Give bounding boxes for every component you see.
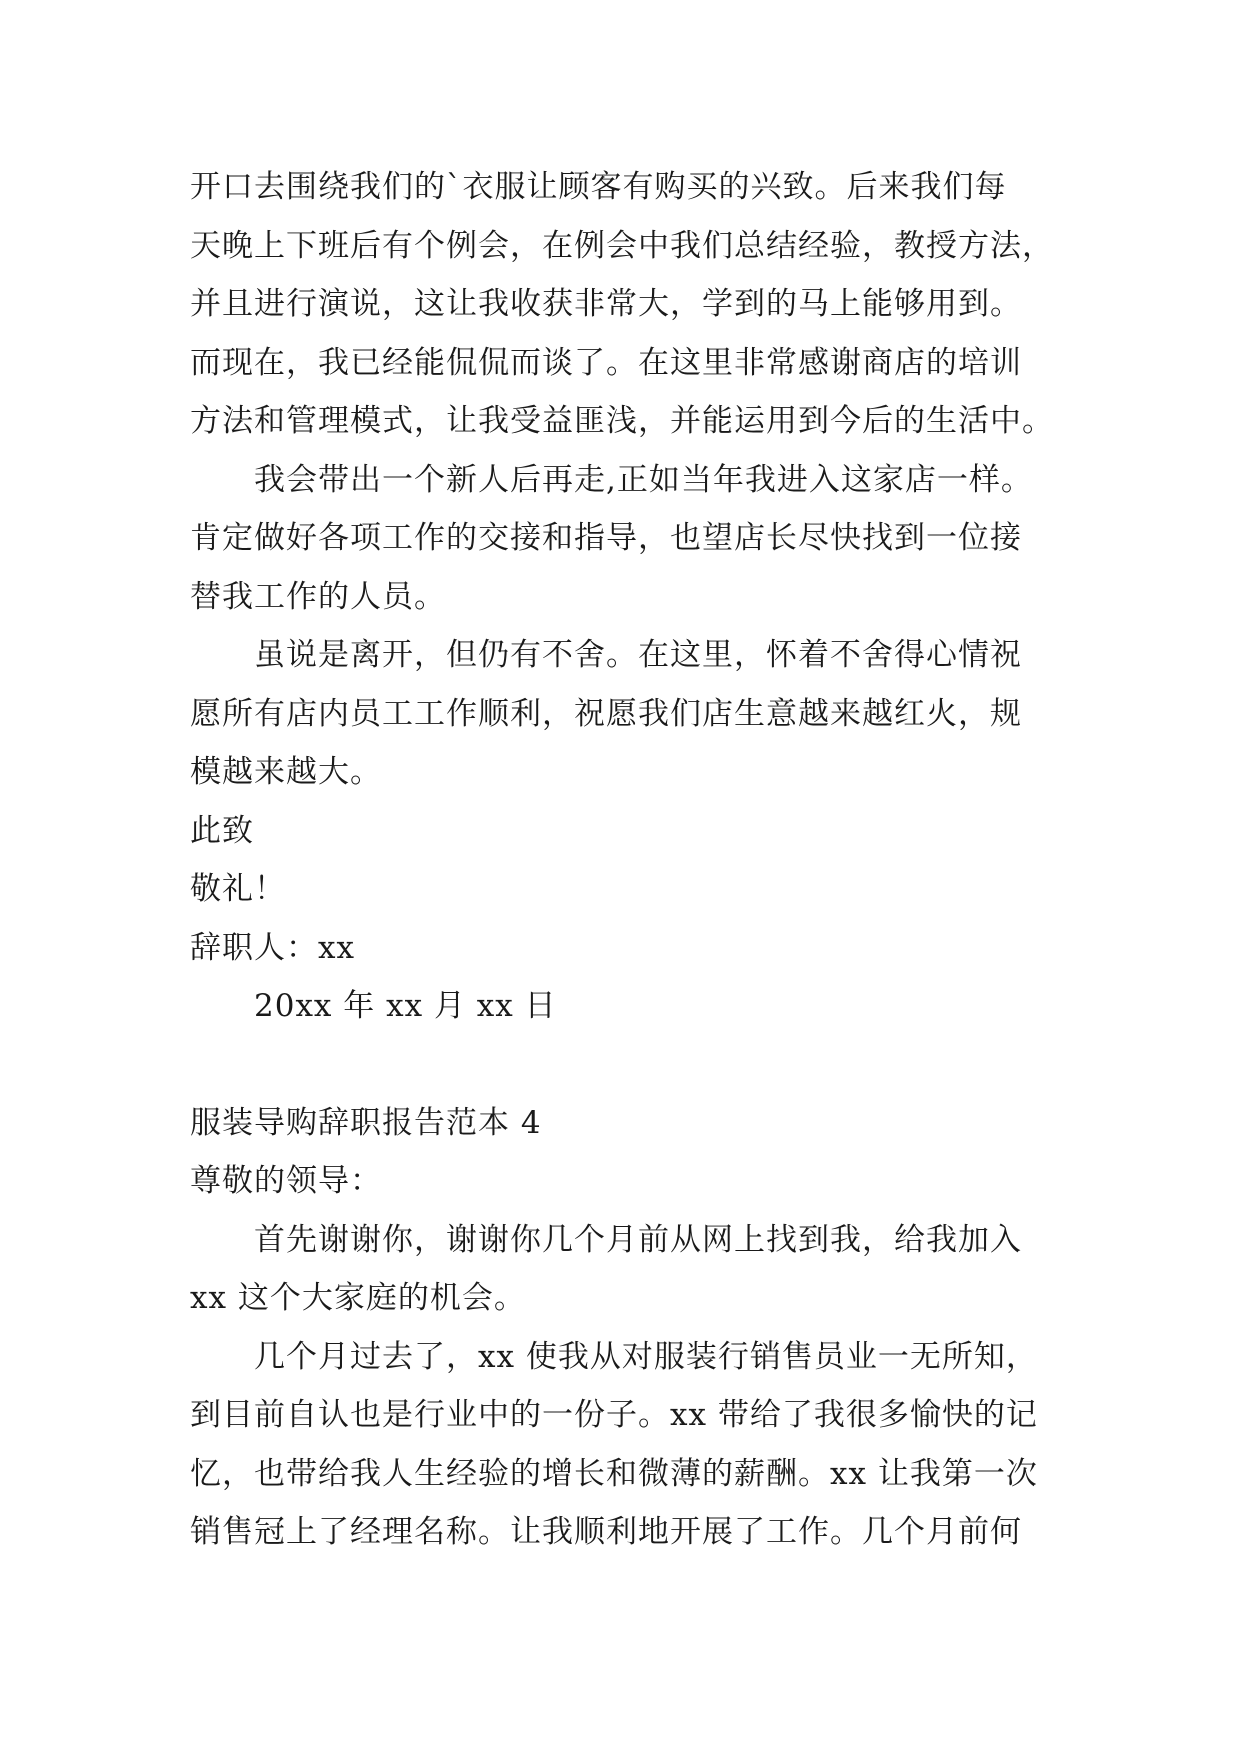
text-line: 首先谢谢你，谢谢你几个月前从网上找到我，给我加入 [254, 1221, 1022, 1258]
text-line: 方法和管理模式，让我受益匪浅，并能运用到今后的生活中。 [190, 403, 1054, 439]
greeting-line: 尊敬的领导： [190, 1163, 382, 1199]
text-line: 我会带出一个新人后再走,正如当年我进入这家店一样。 [254, 461, 1033, 498]
signer-line: 辞职人：xx [190, 929, 355, 966]
text-line: 开口去围绕我们的`衣服让顾客有购买的兴致。后来我们每 [190, 169, 1007, 205]
text-line: 忆，也带给我人生经验的增长和微薄的薪酬。xx 让我第一次 [190, 1455, 1038, 1492]
date-line: 20xx 年 xx 月 xx 日 [254, 988, 557, 1024]
closing-salutation: 此致 [190, 812, 254, 849]
section-title: 服装导购辞职报告范本 4 [190, 1104, 542, 1141]
text-line: 天晚上下班后有个例会，在例会中我们总结经验，教授方法， [190, 227, 1054, 264]
closing-regards: 敬礼！ [190, 871, 286, 907]
text-line: 几个月过去了，xx 使我从对服装行销售员业一无所知， [254, 1338, 1038, 1375]
text-line: xx 这个大家庭的机会。 [190, 1280, 526, 1316]
text-line: 肯定做好各项工作的交接和指导，也望店长尽快找到一位接 [190, 520, 1022, 556]
paragraph-experience [190, 1328, 1070, 1562]
section-gap [190, 1036, 1070, 1094]
document-body [190, 158, 1070, 1562]
paragraph-handover [190, 451, 1070, 627]
text-line: 到目前自认也是行业中的一份子。xx 带给了我很多愉快的记 [190, 1397, 1038, 1433]
text-line: 虽说是离开，但仍有不舍。在这里，怀着不舍得心情祝 [254, 637, 1022, 673]
text-line: 愿所有店内员工工作顺利，祝愿我们店生意越来越红火，规 [190, 695, 1022, 732]
text-line: 模越来越大。 [190, 754, 382, 790]
paragraph-farewell [190, 626, 1070, 802]
paragraph-training [190, 158, 1070, 451]
text-line: 替我工作的人员。 [190, 578, 446, 615]
text-line: 并且进行演说，这让我收获非常大，学到的马上能够用到。 [190, 286, 1022, 322]
text-line: 销售冠上了经理名称。让我顺利地开展了工作。几个月前何 [190, 1514, 1022, 1550]
text-line: 而现在，我已经能侃侃而谈了。在这里非常感谢商店的培训 [190, 344, 1022, 381]
paragraph-thanks [190, 1211, 1070, 1328]
